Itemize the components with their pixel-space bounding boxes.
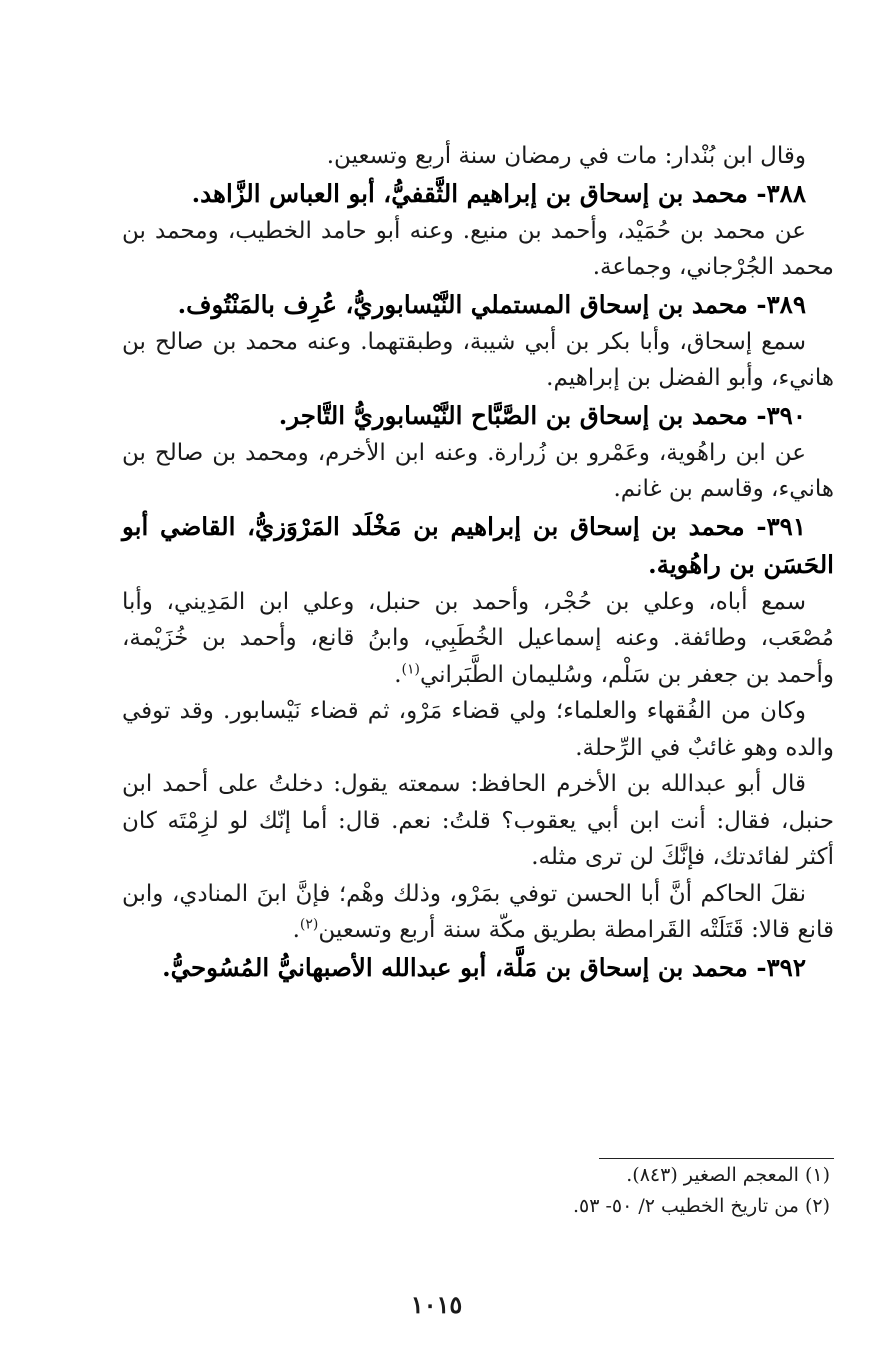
page-number: ١٠١٥ (410, 1290, 463, 1319)
entry-391-text-1: سمع أباه، وعلي بن حُجْر، وأحمد بن حنبل، وعلي ابن المَدِيني، وأبا مُصْعَب، وطائفة. وعنه إسماعيل الخُطَبِي، وابنُ قانع، وأحمد بن خُزَيْمة، وأحمد بن جعفر بن سَلْم، وسُليمان الطَّبَراني$^{(١)}$. (122, 588, 834, 688)
footnote-2 (122, 1191, 834, 1222)
entry-391-text-4-body: نقلَ الحاكم أنَّ أبا الحسن توفي بمَرْو، وذلك وهْم؛ فإنَّ ابنَ المنادي، وابن قانع قالا: قَتَلَتْه القَرامطة بطريق مكّة سنة أربع وتسعين (122, 880, 834, 943)
entry-391-text-3: قال أبو عبدالله بن الأخرم الحافظ: سمعته يقول: دخلتُ على أحمد ابن حنبل، فقال: أنت ابن أبي يعقوب؟ قلتُ: نعم. قال: أما إنّك لو لزِمْتَه كان أكثر لفائدتك، فإنَّكَ لن ترى مثله. (122, 771, 834, 870)
footnote-2-marker: (٢) (804, 1195, 830, 1217)
entry-391-text-1-body: سمع أباه، وعلي بن حُجْر، وأحمد بن حنبل، وعلي ابن المَدِيني، وأبا مُصْعَب، وطائفة. وعنه إسماعيل الخُطَبِي، وابنُ قانع، وأحمد بن خُزَيْمة، وأحمد بن جعفر بن سَلْم، وسُليمان الطَّبَراني (122, 588, 834, 688)
footnote-ref-2[interactable]: (٢) (299, 916, 319, 933)
entry-390-text: عن ابن راهُوية، وعَمْرو بن زُرارة. وعنه ابن الأخرم، ومحمد بن صالح بن هانيء، وقاسم بن غانم. (122, 439, 834, 502)
entry-390-heading: ٣٩٠- محمد بن إسحاق بن الصَّبَّاح النَّيْسابوريُّ التَّاجر. (278, 400, 806, 430)
entry-388-text: عن محمد بن حُمَيْد، وأحمد بن منيع. وعنه أبو حامد الخطيب، ومحمد بن محمد الجُرْجاني، وجماعة. (122, 217, 834, 280)
footnote-ref-1[interactable]: (١) (401, 660, 420, 677)
footnote-2-text: من تاريخ الخطيب ٢/ ٥٠- ٥٣. (572, 1195, 799, 1217)
entry-391-text-4-end: . (292, 917, 300, 943)
entry-388-heading: ٣٨٨- محمد بن إسحاق بن إبراهيم الثَّقفيُّ، أبو العباس الزَّاهد. (191, 178, 806, 208)
entry-391-text-4 (122, 876, 834, 949)
entry-391-text-2: وكان من الفُقهاء والعلماء؛ ولي قضاء مَرْو، ثم قضاء نَيْسابور. وقد توفي والده وهو غائبٌ في الرِّحلة. (122, 698, 834, 761)
footnote-1 (122, 1160, 834, 1191)
page-body (122, 138, 834, 987)
footnote-1-marker: (١) (804, 1164, 830, 1186)
footnote-1-text: المعجم الصغير (٨٤٣). (626, 1164, 799, 1186)
entry-389-text: سمع إسحاق، وأبا بكر بن أبي شيبة، وطبقتهما. وعنه محمد بن صالح بن هانيء، وأبو الفضل بن إبراهيم. (122, 328, 834, 391)
footnotes (122, 1160, 834, 1222)
entry-389-heading: ٣٨٩- محمد بن إسحاق المستملي النَّيْسابوريُّ، عُرِف بالمَنْتُوف. (177, 289, 806, 319)
entry-391-heading: ٣٩١- محمد بن إسحاق بن إبراهيم بن مَخْلَد المَرْوَزيُّ، القاضي أبو الحَسَن بن راهُوية. (122, 511, 834, 579)
entry-392-heading: ٣٩٢- محمد بن إسحاق بن مَلَّة، أبو عبدالله الأصبهانيُّ المُسُوحيُّ. (162, 952, 806, 982)
footnote-divider (599, 1158, 834, 1159)
intro-paragraph: وقال ابن بُنْدار: مات في رمضان سنة أربع وتسعين. (326, 143, 806, 169)
